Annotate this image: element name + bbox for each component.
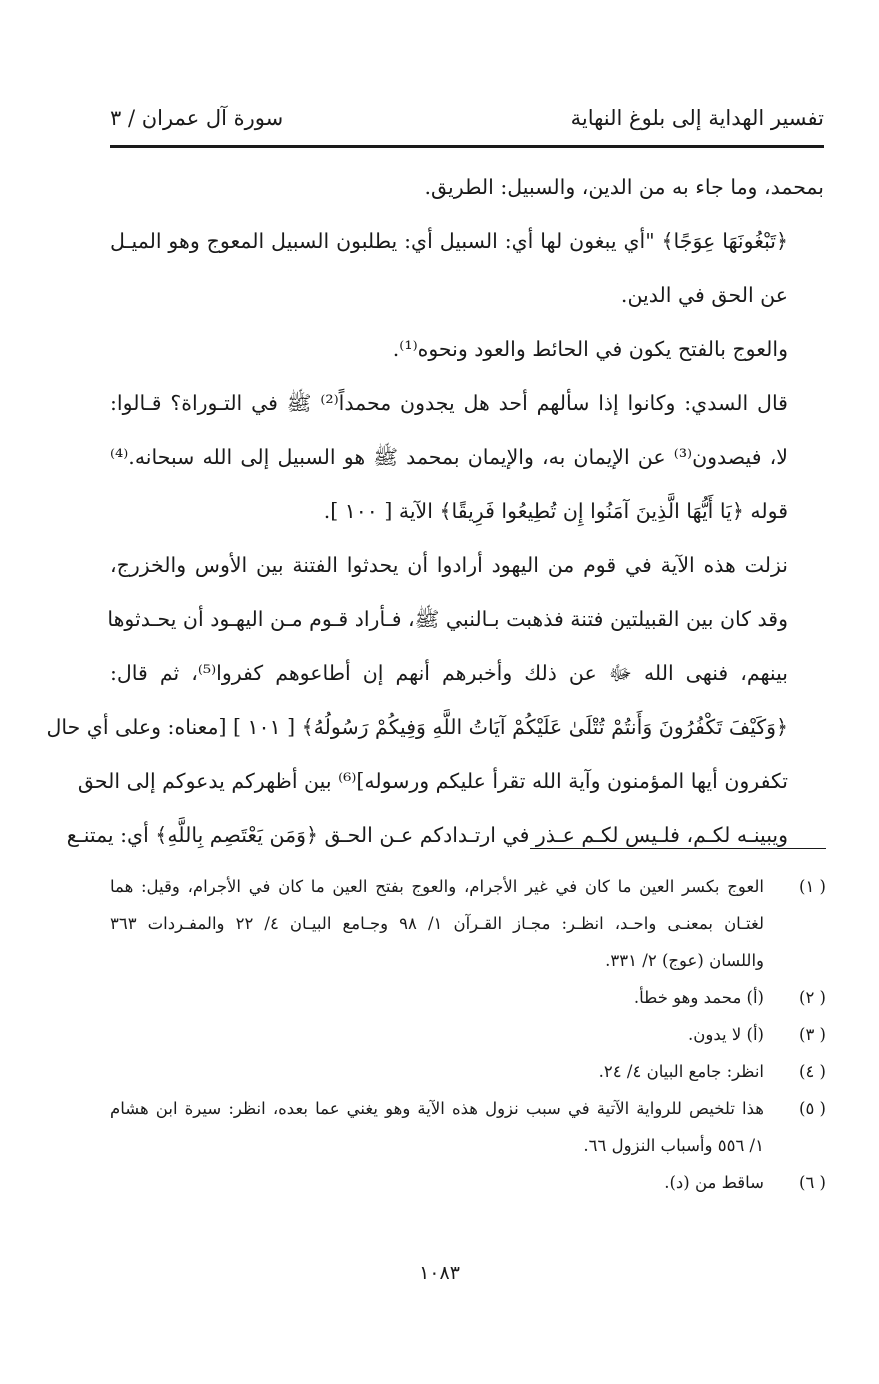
- footnotes: [110, 868, 826, 1201]
- paragraph-4: [110, 376, 824, 538]
- footnote-line: (أ) لا يدون.: [688, 1025, 764, 1044]
- text-line: عن الحق في الدين.: [620, 283, 788, 307]
- text-line: تكفرون أيها المؤمنون وآية الله تقرأ عليكم ورسوله]⁽⁶⁾ بين أظهركم يدعوكم إلى الحق: [77, 769, 788, 793]
- footnote-3: [110, 1016, 826, 1053]
- footnote-line: ١/ ٥٥٦ وأسباب النزول ٦٦.: [583, 1136, 764, 1155]
- footnote-number: ( ٥): [799, 1099, 826, 1118]
- text-line: لا، فيصدون⁽³⁾ عن الإيمان به، والإيمان بمحمد ﷺ هو السبيل إلى الله سبحانه.⁽⁴⁾: [110, 445, 788, 469]
- footnote-6: [110, 1164, 826, 1201]
- text-line: قال السدي: وكانوا إذا سألهم أحد هل يجدون محمداً⁽²⁾ ﷺ في التـوراة؟ قـالوا:: [110, 391, 788, 415]
- footnote-number: ( ٤): [799, 1062, 826, 1081]
- main-text: [46, 160, 824, 862]
- footnote-number: ( ١): [799, 877, 826, 896]
- footnote-number: ( ٦): [799, 1173, 826, 1192]
- footnote-line: ساقط من (د).: [664, 1173, 764, 1192]
- text-line: نزلت هذه الآية في قوم من اليهود أرادوا أن يحدثوا الفتنة بين الأوس والخزرج،: [110, 553, 788, 577]
- page-header: [110, 100, 824, 136]
- footnote-line: انظر: جامع البيان ٤/ ٢٤.: [598, 1062, 764, 1081]
- text-line: ﴿وَكَيْفَ تَكْفُرُونَ وَأَنتُمْ تُتْلَىٰ عَلَيْكُمْ آيَاتُ اللَّهِ وَفِيكُمْ رَسُولُهُ﴾ [ ١٠١ ] [معناه: وعلى أي حال: [46, 715, 788, 739]
- footnote-line: واللسان (عوج) ٢/ ٣٣١.: [605, 951, 764, 970]
- header-rule: [110, 145, 824, 148]
- text-line: والعوج بالفتح يكون في الحائط والعود ونحوه⁽¹⁾.: [392, 337, 788, 361]
- paragraph-2: [110, 214, 824, 322]
- text-line: وقد كان بين القبيلتين فتنة فذهبت بـالنبي ﷺ، فـأراد قـوم مـن اليهـود أن يحـدثوها: [107, 607, 788, 631]
- footnote-2: [110, 979, 826, 1016]
- footnote-line: العوج بكسر العين ما كان في غير الأجرام، والعوج بفتح العين ما كان في الأجرام، وقيل: هما: [110, 877, 764, 896]
- paragraph-5: [46, 538, 824, 862]
- book-title: تفسير الهداية إلى بلوغ النهاية: [570, 106, 824, 130]
- text-line: ﴿تَبْغُونَهَا عِوَجًا﴾ "أي يبغون لها أي: السبيل أي: يطلبون السبيل المعوج وهو الميـل: [110, 229, 788, 253]
- footnote-number: ( ٣): [799, 1025, 826, 1044]
- text-line: بينهم، فنهى الله ﷻ عن ذلك وأخبرهم أنهم إن أطاعوهم كفروا⁽⁵⁾، ثم قال:: [110, 661, 788, 685]
- paragraph-1: [110, 160, 824, 214]
- footnote-line: لغتـان بمعنـى واحـد، انظـر: مجـاز القـرآن ١/ ٩٨ وجـامع البيـان ٤/ ٢٢ والمفـردات ٣٦٣: [110, 914, 765, 933]
- surah-title: سورة آل عمران / ٣: [110, 106, 284, 130]
- footnote-number: ( ٢): [799, 988, 826, 1007]
- paragraph-3: [110, 322, 824, 376]
- page-number: ١٠٨٣: [419, 1262, 460, 1284]
- footnote-4: [110, 1053, 826, 1090]
- footnote-1: [110, 868, 826, 979]
- footnote-line: هذا تلخيص للرواية الآتية في سبب نزول هذه الآية وهو يغني عما بعده، انظر: سيرة ابن هشام: [110, 1099, 764, 1118]
- text-line: بمحمد، وما جاء به من الدين، والسبيل: الطريق.: [424, 175, 824, 199]
- footnote-5: [110, 1090, 826, 1164]
- footnote-rule: [530, 848, 826, 849]
- text-line: قوله ﴿يَا أَيُّهَا الَّذِينَ آمَنُوا إِن تُطِيعُوا فَرِيقًا﴾ الآية [ ١٠٠ ].: [323, 499, 788, 523]
- text-line: ويبينـه لكـم، فلـيس لكـم عـذر في ارتـدادكم عـن الحـق ﴿وَمَن يَعْتَصِم بِاللَّهِ﴾ أي: يمتنـع: [66, 823, 788, 847]
- footnote-line: (أ) محمد وهو خطأ.: [633, 988, 764, 1007]
